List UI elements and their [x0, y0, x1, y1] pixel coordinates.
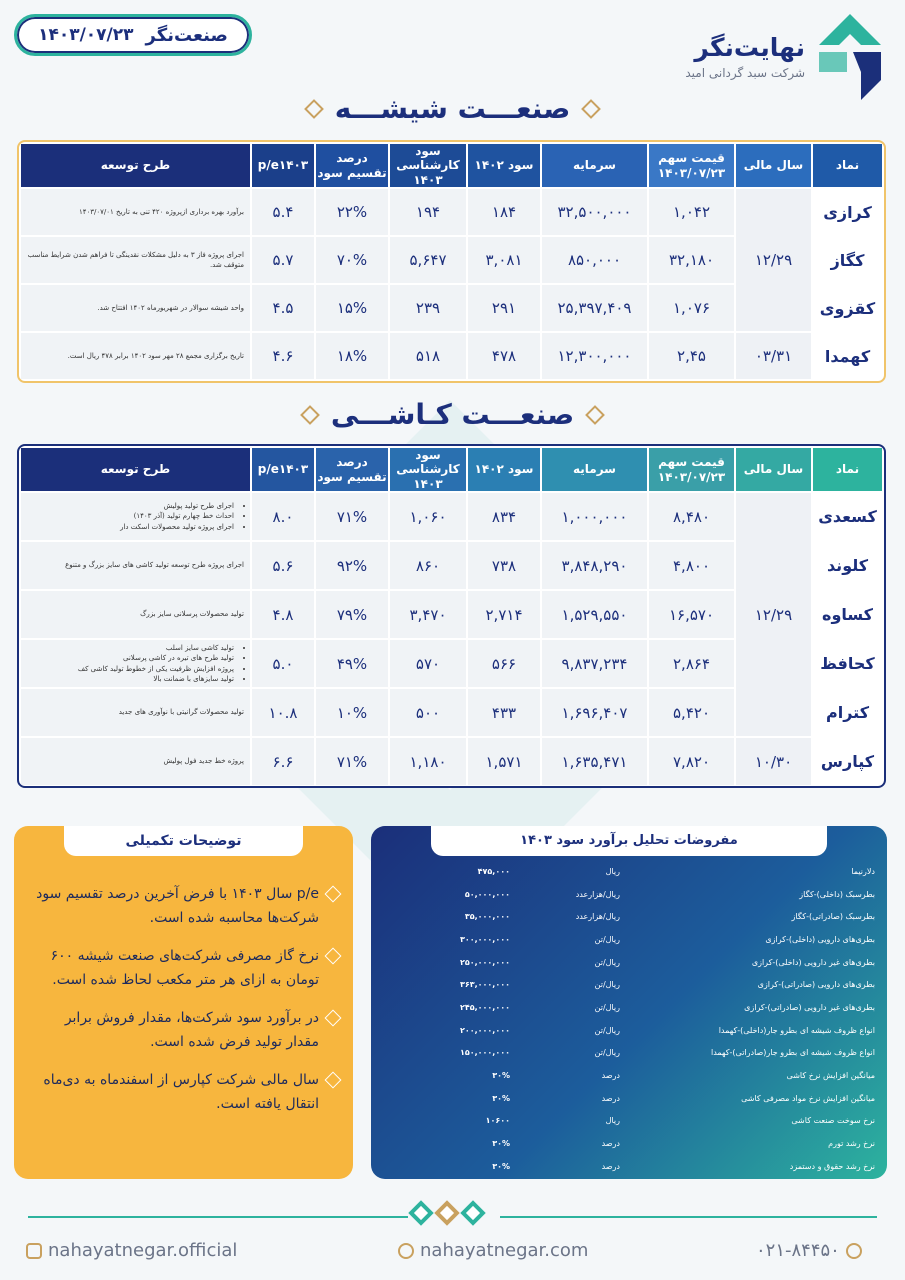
footer-phone[interactable] — [756, 1240, 862, 1261]
p1402-cell: ۲۹۱ — [468, 285, 540, 331]
price-cell: ۱,۰۴۲ — [649, 189, 734, 235]
assumption-label: انواع ظروف شیشه ای بطرو جار(داخلی)-کهمدا — [718, 1025, 875, 1035]
pe-cell: ۴.۵ — [252, 285, 314, 331]
tile-title-text: صنعـــت کـاشـــی — [330, 398, 575, 431]
footer-divider — [28, 1216, 408, 1218]
plan-item: • تولید طرح های تیره در کاشی پرسلانی — [27, 653, 234, 664]
plan-item: برآورد بهره برداری ازپروژه ۴۲۰ تنی به تاریخ ۱۴۰۳/۰۷/۰۱ — [78, 207, 244, 216]
assumption-row — [383, 928, 875, 951]
p1403-cell: ۱۹۴ — [390, 189, 466, 235]
assumption-label: بطرسبک (داخلی)-کگاز — [799, 889, 875, 899]
assumption-label: دلارنیما — [851, 866, 875, 876]
assumption-row — [383, 1132, 875, 1155]
fiscal-year-cell: ۱۲/۲۹ — [736, 493, 811, 736]
globe-icon — [398, 1243, 414, 1259]
plan-item: • اجرای طرح تولید پولیش — [27, 501, 234, 512]
div-cell: ۹۲% — [316, 542, 388, 589]
assumptions-title: مفروضات تحلیل برآورد سود ۱۴۰۳ — [431, 826, 827, 856]
capital-cell: ۳۲,۵۰۰,۰۰۰ — [542, 189, 647, 235]
div-cell: ۷۱% — [316, 493, 388, 540]
plan-item: • تولید کاشی سایز اسلب — [27, 643, 234, 654]
table-row — [21, 189, 882, 235]
p1402-cell: ۴۷۸ — [468, 333, 540, 379]
p1402-cell: ۵۶۶ — [468, 640, 540, 687]
glass-title-text: صنعـــت شیشـــه — [334, 92, 571, 125]
plan-item: تولید محصولات گرانیتی با نوآوری های جدید — [118, 708, 244, 717]
p1403-cell: ۵,۶۴۷ — [390, 237, 466, 283]
price-cell: ۱,۰۷۶ — [649, 285, 734, 331]
p1403-cell: ۳,۴۷۰ — [390, 591, 466, 638]
plan-item: اجرای پروژه فاز ۳ به دلیل مشکلات نقدینگی تا فراهم شدن شرایط مناسب متوقف شد. — [27, 250, 244, 270]
assumption-label: میانگین افزایش نرخ مواد مصرفی کاشی — [741, 1093, 875, 1103]
assumption-unit: ریال/هزارعدد — [575, 912, 620, 922]
notes-panel — [14, 826, 353, 1179]
column-header: طرح توسعه — [21, 448, 250, 491]
assumption-row — [383, 1155, 875, 1178]
column-header: سال مالی — [736, 448, 811, 491]
plan-cell — [21, 591, 250, 638]
table-row — [21, 333, 882, 379]
instagram-handle: nahayatnegar.official — [48, 1240, 238, 1261]
diamond-icon — [585, 405, 605, 425]
diamond-icon — [300, 405, 320, 425]
div-cell: ۱۸% — [316, 333, 388, 379]
price-cell: ۳۲,۱۸۰ — [649, 237, 734, 283]
website-text: nahayatnegar.com — [420, 1240, 589, 1261]
assumption-unit: ریال/تن — [594, 934, 620, 944]
div-cell: ۷۱% — [316, 738, 388, 785]
column-header: سرمایه — [542, 448, 647, 491]
assumption-row — [383, 1019, 875, 1042]
price-cell: ۵,۴۲۰ — [649, 689, 734, 736]
plan-cell — [21, 493, 250, 540]
assumption-label: بطرسبک (صادراتی)-کگاز — [791, 912, 875, 922]
symbol-cell[interactable]: کسعدی — [813, 493, 882, 540]
plan-item: • پروژه افزایش ظرفیت یکی از خطوط تولید کاشی کف — [27, 664, 234, 675]
assumption-unit: ریال/تن — [594, 1025, 620, 1035]
symbol-cell[interactable]: کلوند — [813, 542, 882, 589]
column-header: سود کارشناسی ۱۴۰۳ — [390, 448, 466, 491]
plan-cell — [21, 689, 250, 736]
symbol-cell[interactable]: کترام — [813, 689, 882, 736]
div-cell: ۲۲% — [316, 189, 388, 235]
div-cell: ۷۹% — [316, 591, 388, 638]
assumption-row — [383, 1064, 875, 1087]
assumption-unit: ریال/تن — [594, 957, 620, 967]
symbol-cell[interactable]: کگاز — [813, 237, 882, 283]
column-header: p/e۱۴۰۳ — [252, 448, 314, 491]
capital-cell: ۱۲,۳۰۰,۰۰۰ — [542, 333, 647, 379]
brand-subtitle: شرکت سبد گردانی امید — [685, 65, 805, 80]
column-header: درصد تقسیم سود — [316, 144, 388, 187]
glass-section-title — [0, 92, 905, 125]
pe-cell: ۴.۶ — [252, 333, 314, 379]
header-row — [21, 144, 882, 187]
column-header: نماد — [813, 144, 882, 187]
symbol-cell[interactable]: کحافظ — [813, 640, 882, 687]
plan-cell — [21, 189, 250, 235]
assumption-row — [383, 951, 875, 974]
brand-logo-icon — [817, 12, 883, 100]
p1403-cell: ۵۷۰ — [390, 640, 466, 687]
assumption-row — [383, 973, 875, 996]
capital-cell: ۱,۰۰۰,۰۰۰ — [542, 493, 647, 540]
capital-cell: ۱,۶۳۵,۴۷۱ — [542, 738, 647, 785]
price-cell: ۷,۸۲۰ — [649, 738, 734, 785]
assumption-row — [383, 996, 875, 1019]
assumption-value: ۳۰% — [492, 1139, 510, 1149]
assumption-unit: درصد — [601, 1071, 620, 1081]
assumption-value: ۴۷۵,۰۰۰ — [477, 866, 510, 876]
price-cell: ۲,۸۶۴ — [649, 640, 734, 687]
capital-cell: ۳,۸۴۸,۲۹۰ — [542, 542, 647, 589]
pe-cell: ۵.۴ — [252, 189, 314, 235]
capital-cell: ۹,۸۳۷,۲۳۴ — [542, 640, 647, 687]
plan-cell — [21, 333, 250, 379]
glass-table-wrap — [17, 140, 886, 383]
plan-cell — [21, 237, 250, 283]
diamond-icon — [460, 1200, 485, 1225]
pe-cell: ۶.۶ — [252, 738, 314, 785]
div-cell: ۱۵% — [316, 285, 388, 331]
assumption-row — [383, 883, 875, 906]
header-row — [21, 448, 882, 491]
note-item: p/e سال ۱۴۰۳ با فرض آخرین درصد تقسیم سود شرکت‌ها محاسبه شده است. — [28, 882, 339, 930]
plan-item: • تولید سایزهای با ضمانت بالا — [27, 674, 234, 685]
pe-cell: ۱۰.۸ — [252, 689, 314, 736]
p1402-cell: ۳,۰۸۱ — [468, 237, 540, 283]
diamond-icon — [434, 1200, 459, 1225]
assumption-unit: ریال/تن — [594, 1048, 620, 1058]
assumption-value: ۱۰۶۰۰ — [485, 1116, 510, 1126]
assumption-label: بطری‌های غیر دارویی (داخلی)-کرازی — [751, 957, 875, 967]
plan-item: • احداث خط چهارم تولید (آذر ۱۴۰۳) — [27, 511, 234, 522]
footer-instagram[interactable] — [26, 1240, 237, 1261]
assumptions-panel — [371, 826, 887, 1179]
assumption-unit: ریال/هزارعدد — [575, 889, 620, 899]
assumption-row — [383, 905, 875, 928]
column-header: قیمت سهم ۱۴۰۳/۰۷/۲۳ — [649, 448, 734, 491]
assumption-label: بطری‌های دارویی (داخلی)-کرازی — [765, 934, 875, 944]
p1402-cell: ۱,۵۷۱ — [468, 738, 540, 785]
assumption-value: ۱۵۰,۰۰۰,۰۰۰ — [459, 1048, 510, 1058]
p1403-cell: ۵۱۸ — [390, 333, 466, 379]
assumption-unit: درصد — [601, 1093, 620, 1103]
column-header: طرح توسعه — [21, 144, 250, 187]
assumption-unit: ریال/تن — [594, 1002, 620, 1012]
diamond-icon — [581, 99, 601, 119]
column-header: p/e۱۴۰۳ — [252, 144, 314, 187]
plan-item: پروژه خط جدید فول پولیش — [163, 757, 244, 766]
tile-table — [19, 446, 884, 787]
diamond-icon — [304, 99, 324, 119]
assumption-value: ۳۵,۰۰۰,۰۰۰ — [464, 912, 510, 922]
assumption-unit: درصد — [601, 1139, 620, 1149]
column-header: سود کارشناسی ۱۴۰۳ — [390, 144, 466, 187]
assumption-value: ۳۰۰,۰۰۰,۰۰۰ — [459, 934, 510, 944]
pe-cell: ۸.۰ — [252, 493, 314, 540]
assumptions-list — [383, 860, 875, 1178]
p1403-cell: ۲۳۹ — [390, 285, 466, 331]
note-item: سال مالی شرکت کپارس از اسفندماه به دی‌ماه انتقال یافته است. — [28, 1068, 339, 1116]
price-cell: ۴,۸۰۰ — [649, 542, 734, 589]
assumption-label: نرخ رشد تورم — [828, 1139, 875, 1149]
assumption-unit: ریال — [605, 866, 620, 876]
p1402-cell: ۴۳۳ — [468, 689, 540, 736]
assumption-value: ۳۶۳,۰۰۰,۰۰۰ — [459, 980, 510, 990]
symbol-cell[interactable]: کپارس — [813, 738, 882, 785]
table-row — [21, 493, 882, 540]
capital-cell: ۱,۶۹۶,۴۰۷ — [542, 689, 647, 736]
note-item: نرخ گاز مصرفی شرکت‌های صنعت شیشه ۶۰۰ تومان به ازای هر متر مکعب لحاظ شده است. — [28, 944, 339, 992]
column-header: قیمت سهم ۱۴۰۳/۰۷/۲۳ — [649, 144, 734, 187]
assumption-value: ۳۰% — [492, 1071, 510, 1081]
assumption-value: ۲۵۰,۰۰۰,۰۰۰ — [459, 957, 510, 967]
plan-cell — [21, 640, 250, 687]
plan-cell — [21, 285, 250, 331]
phone-text: ۰۲۱-۸۴۴۵۰ — [756, 1240, 840, 1261]
glass-table — [19, 142, 884, 381]
notes-list — [28, 882, 339, 1130]
tile-table-wrap — [17, 444, 886, 788]
column-header: نماد — [813, 448, 882, 491]
assumption-value: ۳۰% — [492, 1161, 510, 1171]
symbol-cell[interactable]: کقزوی — [813, 285, 882, 331]
div-cell: ۱۰% — [316, 689, 388, 736]
column-header: سرمایه — [542, 144, 647, 187]
plan-cell — [21, 738, 250, 785]
assumption-label: نرخ سوخت صنعت کاشی — [791, 1116, 875, 1126]
symbol-cell[interactable]: کرازی — [813, 189, 882, 235]
assumption-unit: ریال/تن — [594, 980, 620, 990]
div-cell: ۷۰% — [316, 237, 388, 283]
assumption-unit: ریال — [605, 1116, 620, 1126]
note-item: در برآورد سود شرکت‌ها، مقدار فروش برابر مقدار تولید فرض شده است. — [28, 1006, 339, 1054]
tag-title: صنعت‌نگر — [145, 24, 228, 46]
plan-item: • اجرای پروژه تولید محصولات اسکت دار — [27, 522, 234, 533]
capital-cell: ۱,۵۲۹,۵۵۰ — [542, 591, 647, 638]
p1402-cell: ۷۳۸ — [468, 542, 540, 589]
column-header: درصد تقسیم سود — [316, 448, 388, 491]
brand — [685, 12, 883, 100]
table-row — [21, 738, 882, 785]
diamond-icon — [408, 1200, 433, 1225]
p1403-cell: ۵۰۰ — [390, 689, 466, 736]
fiscal-year-cell: ۰۳/۳۱ — [736, 333, 811, 379]
p1402-cell: ۸۳۴ — [468, 493, 540, 540]
price-cell: ۱۶,۵۷۰ — [649, 591, 734, 638]
tag-date: ۱۴۰۳/۰۷/۲۳ — [38, 25, 134, 45]
header-tag — [14, 14, 252, 56]
symbol-cell[interactable]: کساوه — [813, 591, 882, 638]
price-cell: ۸,۴۸۰ — [649, 493, 734, 540]
capital-cell: ۸۵۰,۰۰۰ — [542, 237, 647, 283]
assumption-label: بطری‌های غیر دارویی (صادراتی)-کرازی — [744, 1002, 875, 1012]
plan-item: اجرای پروژه طرح توسعه تولید کاشی های سایز بزرگ و متنوع — [65, 561, 244, 570]
assumption-row — [383, 860, 875, 883]
column-header: سود ۱۴۰۲ — [468, 448, 540, 491]
fiscal-year-cell: ۱۲/۲۹ — [736, 189, 811, 331]
capital-cell: ۲۵,۳۹۷,۴۰۹ — [542, 285, 647, 331]
assumption-label: بطری‌های دارویی (صادراتی)-کرازی — [757, 980, 875, 990]
plan-item: تاریخ برگزاری مجمع ۲۸ مهر سود ۱۴۰۲ برابر ۴۷۸ ریال است. — [67, 351, 244, 360]
div-cell: ۴۹% — [316, 640, 388, 687]
pe-cell: ۴.۸ — [252, 591, 314, 638]
p1403-cell: ۱,۰۶۰ — [390, 493, 466, 540]
symbol-cell[interactable]: کهمدا — [813, 333, 882, 379]
assumption-label: میانگین افزایش نرخ کاشی — [786, 1071, 875, 1081]
assumption-value: ۳۰% — [492, 1093, 510, 1103]
assumption-label: انواع ظروف شیشه ای بطرو جار(صادراتی)-کهمدا — [710, 1048, 875, 1058]
assumption-row — [383, 1042, 875, 1065]
column-header: سود ۱۴۰۲ — [468, 144, 540, 187]
tile-section-title — [0, 398, 905, 431]
pe-cell: ۵.۷ — [252, 237, 314, 283]
fiscal-year-cell: ۱۰/۳۰ — [736, 738, 811, 785]
phone-icon — [846, 1243, 862, 1259]
p1402-cell: ۱۸۴ — [468, 189, 540, 235]
plan-item: تولید محصولات پرسلانی سایز بزرگ — [140, 610, 244, 619]
footer-website[interactable] — [398, 1240, 588, 1261]
pe-cell: ۵.۰ — [252, 640, 314, 687]
plan-item: واحد شیشه سوالار در شهریورماه ۱۴۰۲ افتتاح شد. — [97, 303, 244, 312]
assumption-value: ۵۰,۰۰۰,۰۰۰ — [464, 889, 510, 899]
brand-name: نهایت‌نگر — [694, 32, 805, 62]
p1403-cell: ۸۶۰ — [390, 542, 466, 589]
pe-cell: ۵.۶ — [252, 542, 314, 589]
notes-title: توضیحات تکمیلی — [64, 826, 303, 856]
assumption-value: ۲۰۰,۰۰۰,۰۰۰ — [459, 1025, 510, 1035]
assumption-unit: درصد — [601, 1161, 620, 1171]
assumption-row — [383, 1087, 875, 1110]
assumption-label: نرخ رشد حقوق و دستمزد — [789, 1161, 875, 1171]
instagram-icon — [26, 1243, 42, 1259]
p1402-cell: ۲,۷۱۴ — [468, 591, 540, 638]
column-header: سال مالی — [736, 144, 811, 187]
assumption-row — [383, 1110, 875, 1133]
price-cell: ۲,۴۵ — [649, 333, 734, 379]
assumption-value: ۲۴۵,۰۰۰,۰۰۰ — [459, 1002, 510, 1012]
footer-divider — [500, 1216, 877, 1218]
footer-diamonds — [412, 1204, 482, 1222]
plan-cell — [21, 542, 250, 589]
p1403-cell: ۱,۱۸۰ — [390, 738, 466, 785]
